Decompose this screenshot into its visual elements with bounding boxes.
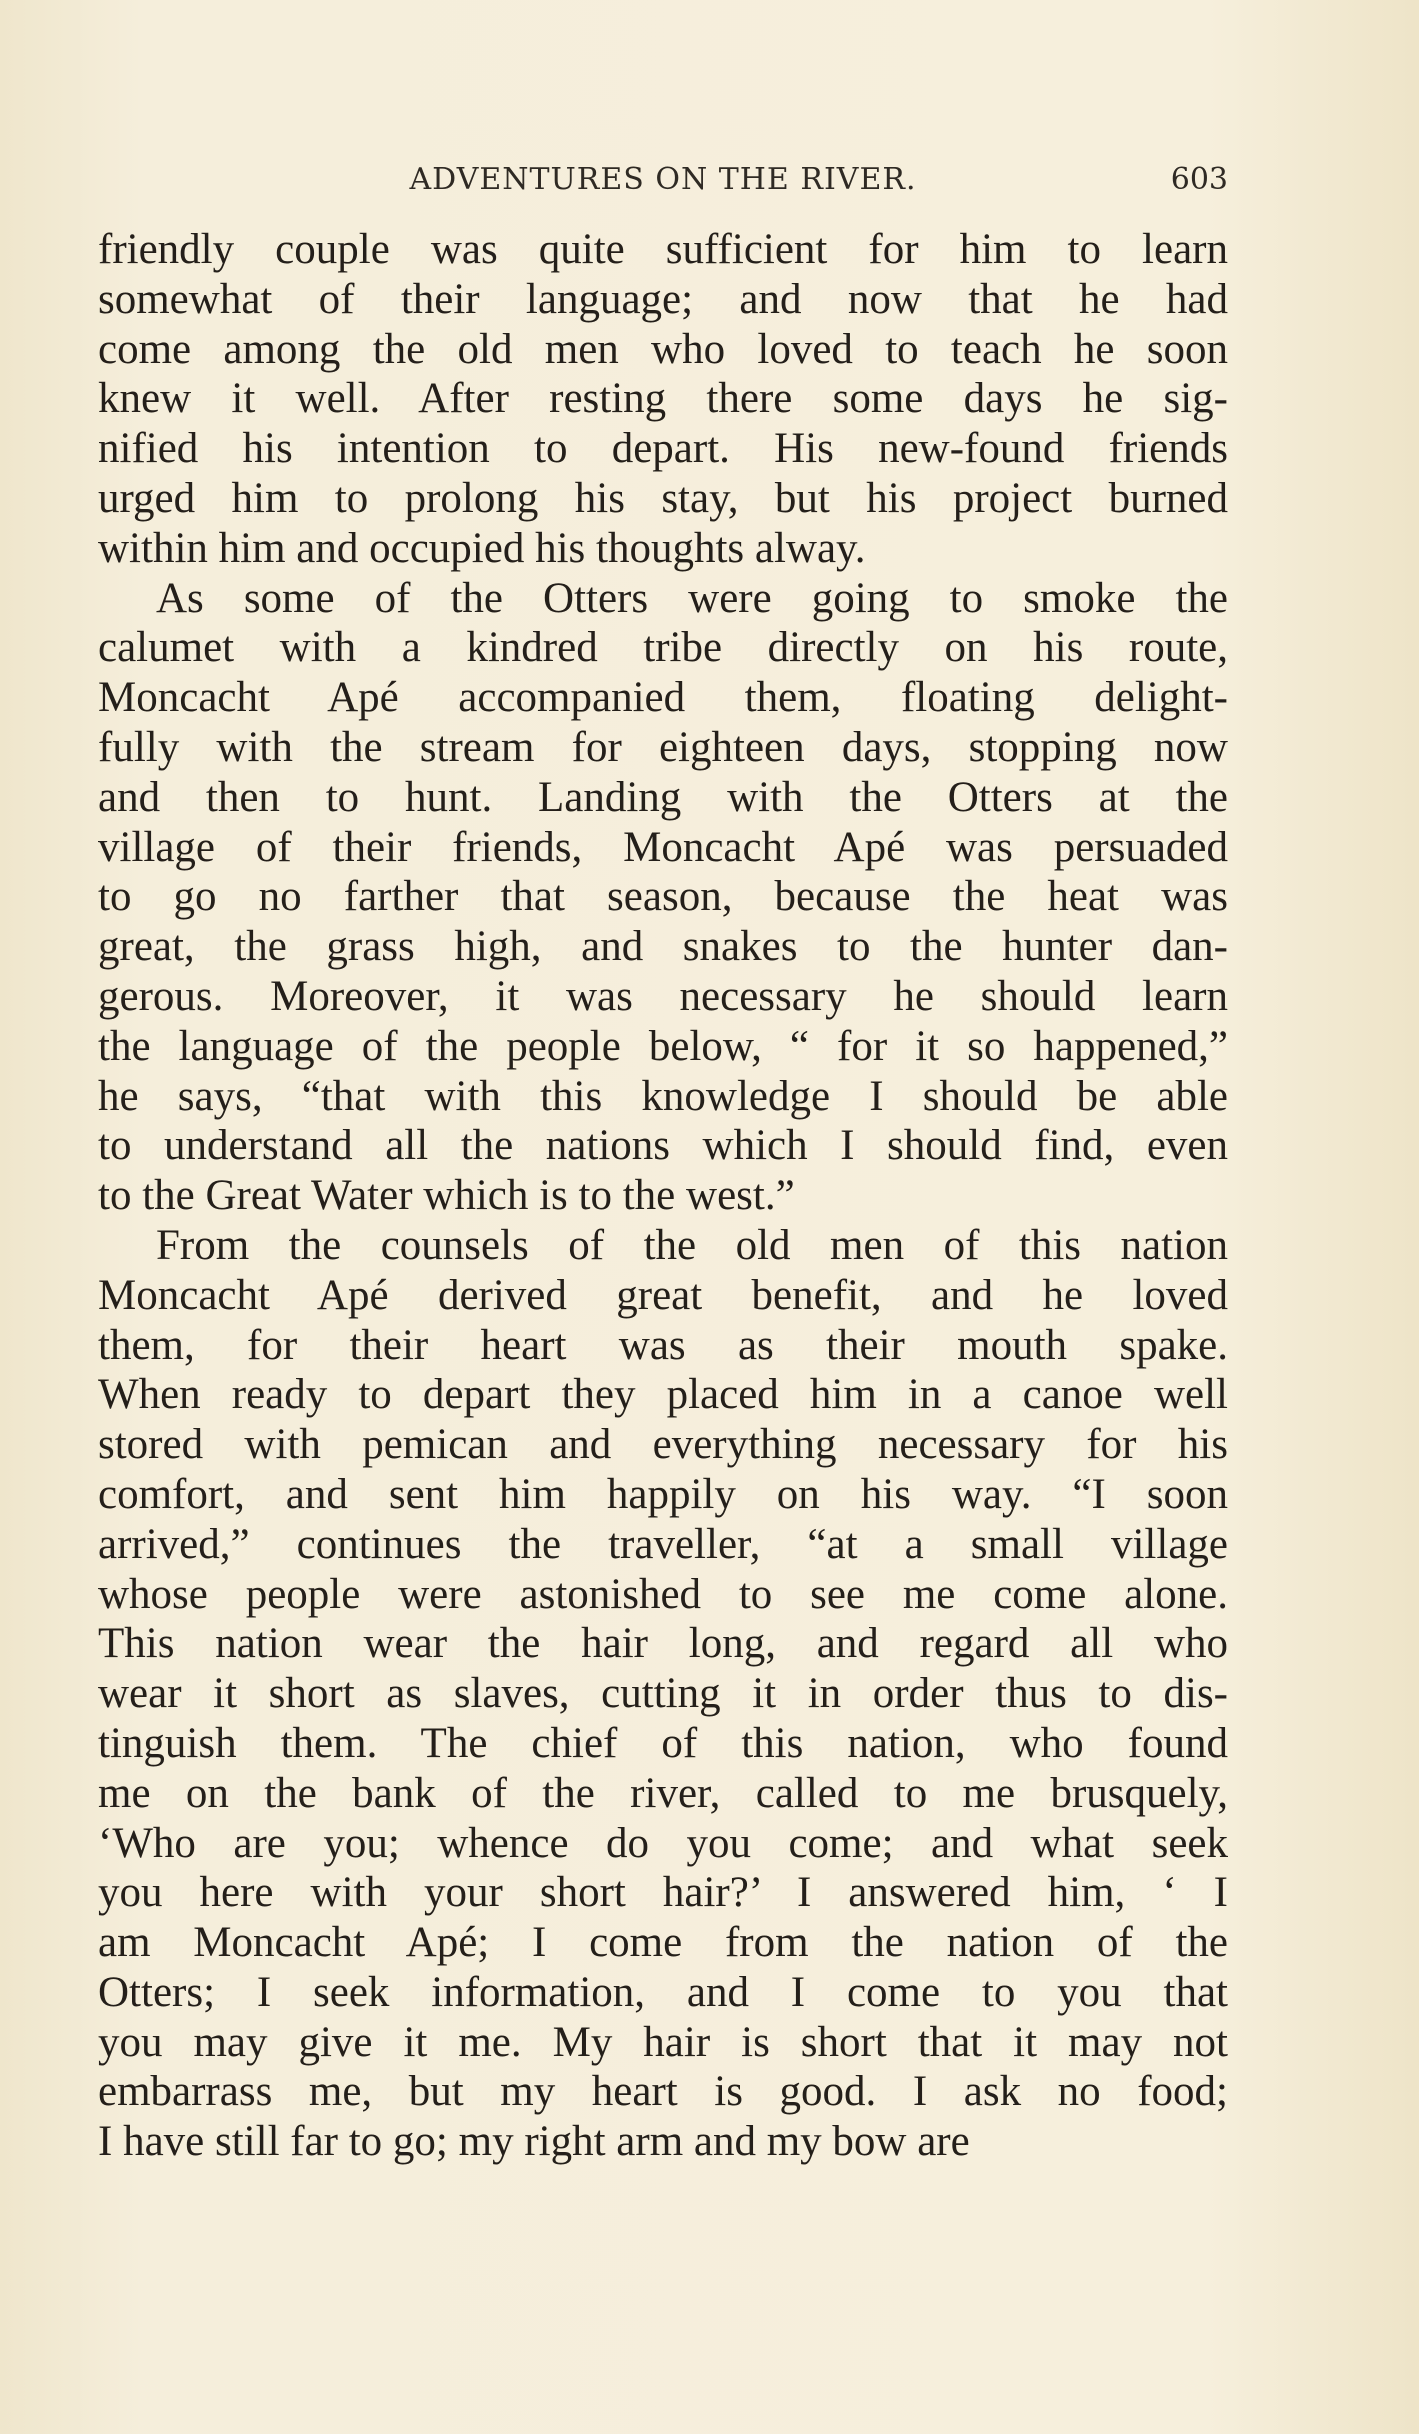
paragraph <box>98 225 1228 574</box>
running-head <box>98 162 1228 210</box>
text-line: As some of the Otters were going to smoke the <box>156 574 1228 622</box>
text-line: I have still far to go; my right arm and my bow are <box>98 2118 970 2166</box>
text-line: and then to hunt. Landing with the Otters at the <box>98 773 1228 821</box>
text-line: nified his intention to depart. His new-found friends <box>98 425 1228 473</box>
text-line: them, for their heart was as their mouth spake. <box>98 1321 1228 1369</box>
body-text <box>98 225 1228 2167</box>
text-line: embarrass me, but my heart is good. I ask no food; <box>98 2068 1228 2116</box>
text-line: great, the grass high, and snakes to the hunter dan- <box>98 923 1228 971</box>
page-number: 603 <box>1170 162 1228 197</box>
text-line: calumet with a kindred tribe directly on his route, <box>98 624 1228 672</box>
text-line: he says, “that with this knowledge I should be able <box>98 1072 1228 1120</box>
paragraph <box>98 1221 1228 2167</box>
text-line: Moncacht Apé derived great benefit, and he loved <box>98 1271 1228 1319</box>
text-line: fully with the stream for eighteen days, stopping now <box>98 723 1228 771</box>
text-line: you here with your short hair?’ I answered him, ‘ I <box>98 1869 1228 1917</box>
text-line: arrived,” continues the traveller, “at a small village <box>98 1520 1228 1568</box>
text-line: Otters; I seek information, and I come to you that <box>98 1968 1228 2016</box>
text-line: to go no farther that season, because the heat was <box>98 873 1228 921</box>
text-line: tinguish them. The chief of this nation, who found <box>98 1719 1228 1767</box>
text-line: friendly couple was quite sufficient for him to learn <box>98 226 1228 273</box>
text-line: knew it well. After resting there some days he sig- <box>98 375 1228 423</box>
text-line: Moncacht Apé accompanied them, floating delight- <box>98 674 1228 722</box>
text-line: village of their friends, Moncacht Apé was persuaded <box>98 823 1228 871</box>
running-title: ADVENTURES ON THE RIVER. <box>409 162 917 197</box>
text-line: within him and occupied his thoughts alway. <box>98 524 866 572</box>
text-line: you may give it me. My hair is short that it may not <box>98 2018 1228 2066</box>
text-line: come among the old men who loved to teach he soon <box>98 325 1228 373</box>
text-line: From the counsels of the old men of this nation <box>156 1221 1228 1269</box>
text-line: whose people were astonished to see me come alone. <box>98 1570 1228 1618</box>
text-line: somewhat of their language; and now that he had <box>98 275 1228 323</box>
text-line: comfort, and sent him happily on his way. “I soon <box>98 1470 1228 1518</box>
text-line: stored with pemican and everything necessary for his <box>98 1421 1228 1469</box>
text-line: urged him to prolong his stay, but his project burned <box>98 474 1228 522</box>
text-line: the language of the people below, “ for it so happened,” <box>98 1022 1228 1070</box>
text-line: ‘Who are you; whence do you come; and what seek <box>98 1819 1228 1867</box>
text-line: to the Great Water which is to the west.” <box>98 1172 795 1220</box>
text-line: This nation wear the hair long, and regard all who <box>98 1620 1228 1668</box>
text-line: wear it short as slaves, cutting it in order thus to dis- <box>98 1670 1228 1718</box>
paragraph <box>98 574 1228 1221</box>
text-line: me on the bank of the river, called to me brusquely, <box>98 1769 1228 1817</box>
text-line: gerous. Moreover, it was necessary he should learn <box>98 972 1228 1020</box>
text-line: When ready to depart they placed him in a canoe well <box>98 1371 1228 1419</box>
text-line: am Moncacht Apé; I come from the nation of the <box>98 1919 1228 1967</box>
text-line: to understand all the nations which I should find, even <box>98 1122 1228 1170</box>
